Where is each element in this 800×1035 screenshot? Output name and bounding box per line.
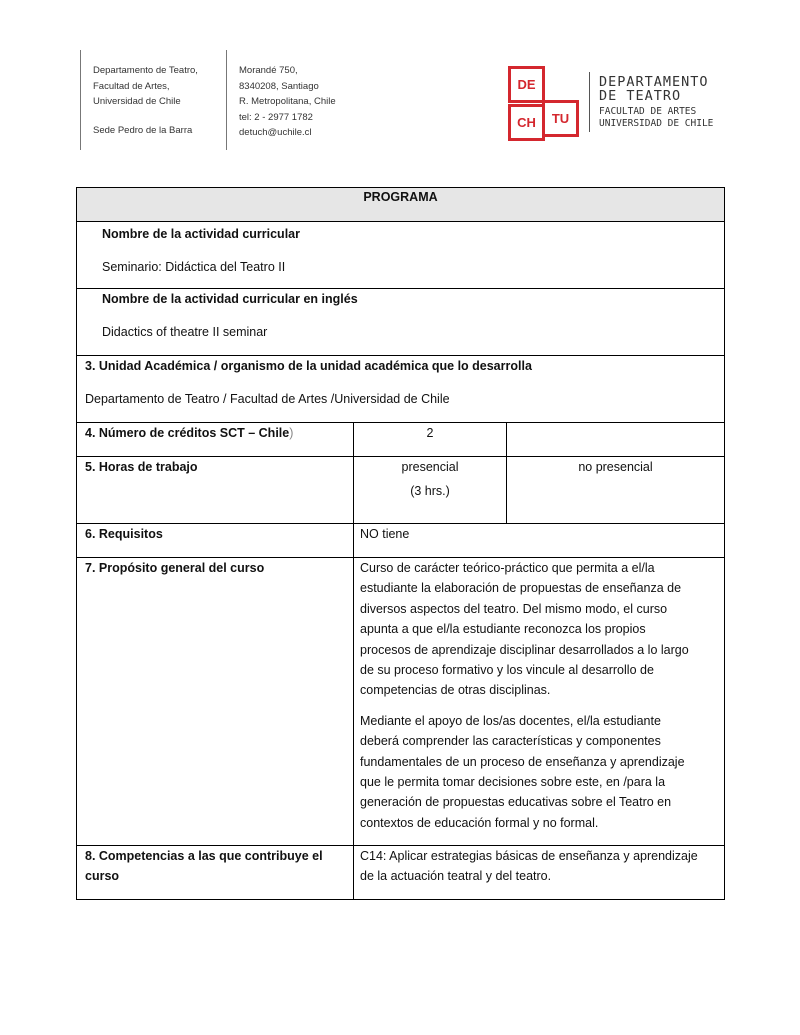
- name-en-value: Didactics of theatre II seminar: [102, 325, 268, 340]
- text-line: de la actuación teatral y del teatro.: [360, 869, 552, 884]
- credits-suffix: ): [289, 426, 294, 440]
- unit-value: Departamento de Teatro / Facultad de Artes /Universidad de Chile: [85, 392, 450, 407]
- address-line: 8340208, Santiago: [239, 80, 319, 92]
- text-line: contextos de educación formal y no formal.: [360, 815, 599, 830]
- logo-subtitle: UNIVERSIDAD DE CHILE: [599, 118, 714, 129]
- dept-line: Facultad de Artes,: [93, 80, 170, 92]
- logo-box-tu: TU: [542, 100, 579, 137]
- text-line: de su proceso formativo y los vincule al desarrollo de: [360, 663, 654, 678]
- header-divider: [226, 50, 227, 150]
- text-line: que le permita tomar decisiones sobre este, en /para la: [360, 775, 666, 790]
- text-line: apunta a que el/la estudiante reconozca los propios: [360, 622, 646, 637]
- purpose-text: [353, 558, 724, 845]
- credits-row: [77, 422, 724, 456]
- text-line: estudiante la elaboración de propuestas de enseñanza de: [360, 581, 682, 596]
- contact-block: [239, 63, 336, 141]
- text-line: deberá comprender las características y componentes: [360, 734, 661, 749]
- unit-row: [77, 355, 724, 422]
- department-address-block: [93, 63, 198, 138]
- program-table: [76, 187, 725, 900]
- req-label: 6. Requisitos: [85, 527, 163, 541]
- competencies-row: [77, 845, 724, 899]
- table-title: PROGRAMA: [363, 190, 438, 204]
- hours-presencial-label: presencial: [401, 460, 459, 474]
- requirements-row: [77, 523, 724, 557]
- credits-value: 2: [353, 423, 506, 456]
- name-value: Seminario: Didáctica del Teatro II: [102, 260, 286, 275]
- address-line: R. Metropolitana, Chile: [239, 96, 336, 107]
- text-line: C14: Aplicar estrategias básicas de enseñanza y aprendizaje: [360, 849, 698, 863]
- logo-title: DE TEATRO: [599, 88, 682, 104]
- logo-subtitle: FACULTAD DE ARTES: [599, 106, 697, 117]
- phone-line: tel: 2 - 2977 1782: [239, 111, 313, 123]
- comp-value: [353, 846, 724, 899]
- logo-box-de: DE: [508, 66, 545, 103]
- text-line: curso: [85, 869, 120, 884]
- text-line: fundamentales de un proceso de enseñanza y aprendizaje: [360, 754, 685, 769]
- hours-no-presencial-label: no presencial: [506, 457, 724, 523]
- text-line: diversos aspectos del teatro. Del mismo modo, el curso: [360, 601, 668, 616]
- credits-empty-cell: [506, 423, 724, 456]
- address-line: Morandé 750,: [239, 65, 298, 76]
- unit-label: 3. Unidad Académica / organismo de la unidad académica que lo desarrolla: [85, 359, 532, 373]
- req-value: NO tiene: [353, 524, 724, 557]
- comp-label: [77, 846, 353, 899]
- hours-label: 5. Horas de trabajo: [85, 460, 198, 474]
- text-line: 8. Competencias a las que contribuye el: [85, 849, 323, 863]
- purpose-paragraph-1: [360, 558, 718, 701]
- hours-presencial-value: (3 hrs.): [410, 484, 450, 499]
- name-en-row: [77, 288, 724, 355]
- credits-label: 4. Número de créditos SCT – Chile: [85, 426, 290, 440]
- logo-wordmark: [599, 75, 713, 130]
- name-label: Nombre de la actividad curricular: [102, 227, 300, 241]
- name-row: [77, 221, 724, 288]
- purpose-row: [77, 557, 724, 845]
- text-line: competencias de otras disciplinas.: [360, 683, 551, 698]
- dept-line: Departamento de Teatro,: [93, 65, 198, 76]
- sede-line: Sede Pedro de la Barra: [93, 124, 193, 136]
- text-line: procesos de aprendizaje disciplinar desarrollados a lo largo: [360, 642, 689, 657]
- logo-title: DEPARTAMENTO: [599, 74, 709, 90]
- header-divider: [80, 50, 81, 150]
- text-line: generación de propuestas educativas sobre el Teatro en: [360, 795, 672, 810]
- text-line: Mediante el apoyo de los/as docentes, el/la estudiante: [360, 713, 661, 728]
- dept-line: Universidad de Chile: [93, 96, 181, 107]
- email-line: detuch@uchile.cl: [239, 127, 312, 138]
- table-title-row: [77, 188, 724, 221]
- purpose-paragraph-2: [360, 711, 718, 833]
- logo-box-ch: CH: [508, 104, 545, 141]
- name-en-label: Nombre de la actividad curricular en inglés: [102, 292, 358, 306]
- purpose-label: 7. Propósito general del curso: [85, 561, 265, 575]
- text-line: Curso de carácter teórico-práctico que permita a el/la: [360, 561, 655, 575]
- hours-row: [77, 456, 724, 523]
